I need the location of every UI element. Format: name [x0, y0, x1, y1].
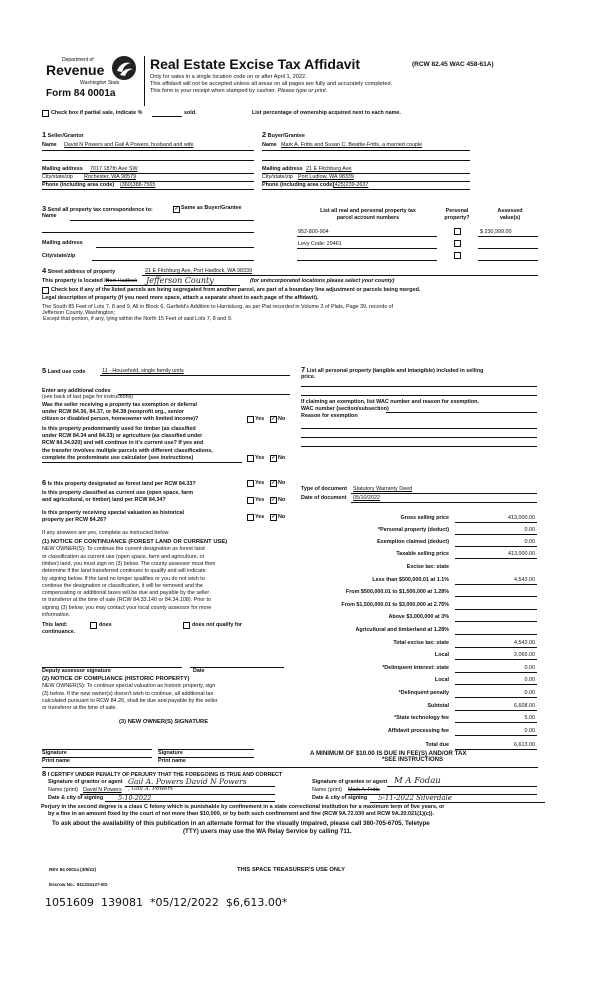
yes-label: Yes	[255, 514, 265, 520]
legal-description-1: The South 85 Feet of Lots 7, 8 and 9, All in Block 6, Garfield's Addition to Harrisburg, as per Plat recorded in Volume 2 of Plats, Page 39, records of	[42, 304, 394, 310]
tax-row-label: *Personal property (deduct)	[378, 527, 449, 533]
yes-label: Yes	[255, 455, 265, 461]
parcel-header: List all real and personal property tax parcel account numbers	[320, 208, 416, 221]
logo-dept: Department of	[62, 57, 94, 63]
section-number: 6	[42, 478, 47, 487]
buyer-mail-label: Mailing address	[262, 166, 303, 172]
question-text: Was the seller receiving a property tax exemption or deferral	[42, 402, 197, 408]
if-any-note: If any answers are yes, complete as instructed below.	[42, 530, 170, 536]
signature-label: Signature	[42, 750, 67, 756]
yes-checkbox[interactable]	[247, 416, 254, 423]
continuance-label: continuance.	[42, 629, 76, 635]
underline	[351, 502, 537, 503]
personal-property-label-2: price.	[301, 374, 316, 380]
tax-row-label: Excise tax: state	[406, 564, 449, 570]
partial-sale-checkbox[interactable]	[42, 110, 49, 117]
question-text: under RCW 84.34 and 84.33) or agriculture (as classified under	[42, 433, 203, 440]
notice-continuance-text: or classification as current use (open space, farm and agriculture, or	[42, 553, 205, 560]
legal-label: Legal description of property (if you need more space, attach a separate sheet to each page of the affidavit).	[42, 295, 319, 301]
s3-mail-field[interactable]	[96, 247, 254, 248]
tax-row-line	[455, 647, 537, 648]
tax-row-label: Total excise tax: state	[393, 639, 449, 646]
seller-city-label: City/state/zip	[42, 174, 73, 180]
tax-row-label: *Delinquent interest: state	[382, 664, 449, 671]
notice-compliance-text: or transferor at the time of sale.	[42, 705, 117, 712]
reason-line[interactable]	[301, 428, 537, 429]
tax-row-line	[455, 710, 537, 711]
print-name-label: Print name	[42, 758, 70, 764]
doc-type-label: Type of document	[301, 486, 348, 492]
same-as-buyer-checkbox[interactable]: ✓	[174, 206, 179, 212]
underline	[262, 150, 470, 151]
no-checkbox[interactable]: ✓	[271, 480, 276, 486]
underline	[478, 260, 538, 261]
legal-description-3: Except that portion, if any, lying within the North 15 Feet of said Lots 7, 8 and 9.	[43, 316, 233, 322]
subtitle-1: Only for sales in a single location code on or after April 1, 2022.	[150, 74, 307, 80]
no-label: No	[278, 480, 286, 486]
land-use-label: Land use code	[47, 369, 86, 375]
no-label: No	[278, 455, 286, 461]
buyer-name-line2[interactable]	[262, 160, 470, 161]
buyer-heading: Buyer/Grantee	[267, 133, 305, 139]
tax-row-line	[455, 558, 537, 559]
tax-row-value[interactable]: 413,000.00	[508, 551, 535, 557]
grantor-signature-label: Signature of grantor or agent	[48, 779, 123, 785]
grantee-name-label: Name (print)	[312, 787, 342, 793]
new-owner-signature-heading: (3) NEW OWNER(S) SIGNATURE	[119, 719, 209, 725]
revision-label: REV 84 0001a (3/8/22)	[49, 867, 96, 872]
s3-name-label: Name	[42, 213, 57, 219]
personal-property-line[interactable]	[301, 386, 537, 387]
tax-row-value[interactable]: 0.00	[524, 539, 535, 545]
question-text: Is this property receiving special valuation as historical	[42, 510, 185, 516]
header-divider	[144, 56, 145, 106]
signature-label: Signature	[158, 750, 183, 756]
rcw-reference: (RCW 82.45 WAC 458-61A)	[412, 61, 494, 68]
tax-row-label: *State technology fee	[394, 715, 449, 722]
tax-row-line	[455, 749, 537, 750]
swirl-icon	[111, 55, 137, 81]
notice-continuance-text: compensating or additional taxes will be due and payable by the seller	[42, 590, 210, 597]
notice-continuance-text: determine if the land transferred continues to qualify and will indicate	[42, 568, 206, 575]
located-label: This property is located in	[42, 278, 110, 284]
notice-continuance-text: by signing below. If the land no longer qualifies or you do not wish to	[42, 575, 205, 582]
section-number: 8	[42, 769, 47, 778]
question-text: complete the predominate use calculator (see instructions)	[42, 454, 194, 461]
alternate-format-2: (TTY) users may use the WA Relay Service by calling 711.	[183, 828, 352, 835]
no-checkbox[interactable]: ✓	[271, 514, 276, 520]
section-6-heading	[42, 479, 196, 488]
legal-description-2: Jefferson County, Washington;	[42, 310, 116, 316]
forest-land-question: Is this property designated as forest land per RCW 84.33?	[47, 481, 196, 487]
tax-row-value[interactable]: 4,543.00	[514, 576, 535, 583]
located-struck-value: Port-Hadlock	[106, 278, 138, 284]
tax-row-label: Local	[434, 652, 449, 659]
seller-mail[interactable]: 7017 187th Ave SW	[90, 166, 138, 172]
section-number: 7	[301, 365, 306, 374]
escrow-number: Escrow No.: 811315127-EG	[49, 882, 108, 887]
buyer-phone[interactable]: (425)239-2637	[333, 182, 369, 188]
tax-row-line	[455, 697, 537, 698]
notice-compliance-text: NEW OWNER(S): To continue special valuation as historic property, sign	[42, 683, 216, 690]
divider	[42, 767, 538, 768]
seller-city[interactable]: Rochester, WA 98579	[84, 174, 136, 180]
alternate-format-1: To ask about the availability of this publication in an alternate format for the visually impaired, please call 360-705-6705. Teletype	[52, 820, 430, 827]
personal-property-checkbox[interactable]	[454, 240, 461, 247]
notice-compliance-text: (2) NOTICE OF COMPLIANCE (HISTORIC PROPERTY)	[42, 676, 190, 682]
section-number: 2	[262, 130, 267, 139]
underline	[387, 786, 537, 787]
tax-row-value[interactable]: 0.00	[524, 690, 535, 696]
notice-compliance-text: calculated pursuant to RCW 84.26, shall be due and payable by the seller	[42, 697, 218, 704]
tax-row-line	[455, 546, 537, 547]
question-text: the transfer involves multiple parcels with different classifications,	[42, 447, 213, 454]
does-label: does	[99, 622, 112, 628]
tax-row-value[interactable]: 0.00	[524, 677, 535, 684]
tax-row-label: From $1,500,000.01 to $3,000,000 at 2.75%	[341, 601, 449, 608]
tax-row-line	[455, 584, 537, 585]
notice-continuance-text: information.	[42, 612, 71, 618]
form-number: Form 84 0001a	[46, 88, 116, 99]
additional-codes-label: Enter any additional codes	[42, 388, 111, 394]
see-instructions: *SEE INSTRUCTIONS	[382, 757, 444, 763]
grantor-name-handwritten: , Gail A. Powers	[128, 786, 173, 792]
tax-row-label: Total due	[425, 742, 449, 748]
tax-row-line	[455, 684, 537, 685]
partial-sale-label: Check box if partial sale, indicate %	[51, 110, 143, 116]
yes-label: Yes	[255, 416, 265, 422]
grantor-date-label: Date & city of signing	[48, 795, 104, 801]
wac-field[interactable]	[386, 412, 537, 413]
yes-checkbox[interactable]	[247, 455, 254, 462]
underline	[42, 189, 254, 190]
tax-row-value[interactable]: 4,543.00	[514, 639, 535, 646]
tax-row-label: Exemption claimed (deduct)	[377, 539, 449, 545]
street-address-label: Street address of property	[47, 269, 116, 275]
tax-row-label: Taxable selling price	[396, 551, 449, 557]
additional-codes-field[interactable]	[118, 394, 290, 395]
section-number: 5	[42, 366, 47, 375]
underline	[478, 248, 538, 249]
underline	[42, 173, 254, 174]
notice-compliance-text: (3) below. If the new owner(s) doesn't wish to continue, all additional tax	[42, 690, 214, 697]
segregate-checkbox[interactable]	[42, 287, 49, 294]
grantee-signature-label: Signature of grantee or agent	[312, 779, 388, 785]
buyer-mail[interactable]: 21 E Fitchburg Ave	[306, 166, 352, 172]
tax-row-label: Local	[434, 677, 449, 684]
exemption-label: If claiming an exemption, list WAC number and reason for exemption.	[301, 399, 479, 405]
seller-name[interactable]: David N Powers and Gail A Powers, husband and wife	[64, 142, 194, 148]
grantor-signature[interactable]: Gail A. Powers David N Powers	[128, 777, 247, 786]
no-label: No	[278, 514, 286, 520]
treasurer-label: THIS SPACE TREASURER'S USE ONLY	[237, 867, 345, 873]
seller-heading: Seller/Grantor	[47, 133, 84, 139]
question-text: RCW 84.34.020) and will continue in it's current use? If yes and	[42, 440, 204, 447]
tax-row-value[interactable]: 0.00	[524, 727, 535, 734]
seller-name-label: Name	[42, 142, 57, 148]
s3-mail-label: Mailing address	[42, 240, 83, 246]
does-not-label: does not qualify for	[192, 622, 243, 628]
tax-row-label: Subtotal	[427, 702, 449, 709]
buyer-name-label: Name	[262, 142, 277, 148]
buyer-phone-label: Phone (including area code)	[262, 182, 335, 188]
underline	[297, 236, 437, 237]
grantor-name-label: Name (print)	[48, 787, 78, 793]
deputy-label: Deputy assessor signature	[42, 668, 111, 674]
street-address[interactable]: 21 E Fitchburg Ave, Port Hadlock, WA 98339	[145, 268, 252, 274]
notice-continuance-text: (1) NOTICE OF CONTINUANCE (FOREST LAND OR CURRENT USE)	[42, 539, 228, 545]
land-use-code[interactable]: 11 - Household, single family units	[102, 368, 184, 374]
wac-label: WAC number (section/subsection)	[301, 406, 389, 412]
underline	[370, 802, 545, 803]
logo-revenue: Revenue	[46, 62, 105, 78]
perjury-notice-1: Perjury in the second degree is a class C felony which is punishable by confinement in a state correctional institution for a maximum term of five years, or	[41, 804, 445, 810]
seller-phone[interactable]: (360)388-7565	[120, 182, 156, 188]
s3-name-line2[interactable]	[42, 232, 254, 233]
tax-row-value[interactable]: 2,065.00	[514, 652, 535, 659]
notice-continuance-text: timber) land, you must sign on (3) below. The county assessor must then	[42, 560, 216, 567]
buyer-city-label: City/state/zip	[262, 174, 293, 180]
additional-codes-note: (see back of last page for instructions)	[42, 394, 134, 400]
tax-row-line	[455, 596, 537, 597]
doc-date-label: Date of document	[301, 495, 347, 501]
this-land-label: This land:	[42, 622, 68, 628]
tax-row-line	[455, 534, 537, 535]
tax-row-value[interactable]: 5.00	[524, 715, 535, 722]
subtitle-3: This form is your receipt when stamped by cashier. Please type or print.	[150, 88, 328, 94]
yes-checkbox[interactable]	[247, 497, 254, 504]
seller-phone-label: Phone (including area code)	[42, 182, 115, 188]
doc-type[interactable]: Statutory Warranty Deed	[353, 486, 413, 492]
notice-continuance-text: or transferor at the time of sale (RCW 84.33.140 or 84.34.108). Prior to	[42, 597, 211, 604]
tax-row-line	[455, 659, 537, 660]
tax-row-line	[455, 722, 537, 723]
no-label: No	[278, 497, 286, 503]
ownership-note: List percentage of ownership acquired next to each name.	[252, 110, 401, 116]
segregate-label: Check box if any of the listed parcels are being segregated from another parcel, are part of a boundary line adjustment or parcels being merged.	[51, 287, 421, 293]
section-number: 4	[42, 266, 47, 275]
s3-city-label: City/state/zip	[42, 253, 76, 259]
tax-row-value[interactable]: 0.00	[524, 527, 535, 533]
partial-percent-field[interactable]	[152, 116, 182, 117]
underline	[262, 173, 470, 174]
section-number: 1	[42, 130, 47, 139]
grantee-signature[interactable]: M A Fodau	[394, 776, 441, 786]
located-note: (for unincorporated locations please select your county)	[250, 278, 395, 284]
subtitle-2: This affidavit will not be accepted unless all areas on all pages are fully and accurately completed.	[150, 81, 393, 87]
page-title: Real Estate Excise Tax Affidavit	[150, 56, 361, 72]
s3-name-field[interactable]	[70, 220, 254, 221]
underline	[100, 375, 290, 376]
notice-continuance-text: signing (3) below, you may contact your local county assessor for more	[42, 604, 212, 611]
perjury-notice-2: by a fine in an amount fixed by the court of not more than $10,000, or by both such confinement and fine (RCW 9A.72.030 and RCW 9A.20.021(1)(c)).	[48, 811, 434, 817]
yes-label: Yes	[255, 480, 265, 486]
underline	[351, 493, 537, 494]
tax-row-value[interactable]: 6,608.00	[514, 702, 535, 709]
reason-label: Reason for exemption	[301, 413, 358, 419]
underline	[42, 462, 242, 463]
no-label: No	[278, 416, 286, 422]
underline	[104, 285, 240, 286]
tax-row-line	[455, 735, 537, 736]
tax-row-line	[455, 609, 537, 610]
tax-row-line	[455, 621, 537, 622]
reason-line[interactable]	[301, 446, 537, 447]
tax-correspondence-label: Send all property tax correspondence to:	[47, 207, 153, 213]
parcel-number[interactable]: 952-800-904	[298, 229, 329, 235]
grantee-date[interactable]: 5-11-2022 Silverdale	[378, 794, 452, 802]
tax-row-value[interactable]: 0.00	[524, 664, 535, 671]
underline	[297, 248, 437, 249]
same-as-buyer-label: Same as Buyer/Grantee	[181, 205, 242, 211]
question-text: citizen or disabled person, homeowner with limited income)?	[42, 416, 199, 422]
tax-row-label: From $500,000.01 to $1,500,000 at 1.28%	[345, 589, 449, 596]
question-text: under RCW 84.36, 84.37, or 84.38 (nonprofit org., senior	[42, 409, 184, 415]
cashier-stamp: 1051609 139081 *05/12/2022 $6,613.00*	[45, 896, 288, 909]
assessed-header: Assessed value(s)	[497, 208, 523, 221]
assessed-value[interactable]: $ 230,999.00	[480, 229, 512, 235]
notice-continuance-text: NEW OWNER(S): To continue the current designation as forest land	[42, 546, 205, 553]
tax-row-label: Above $3,000,000 at 3%	[388, 614, 449, 621]
tax-row-value[interactable]: 413,000.00	[508, 515, 535, 521]
tax-row-label: Gross selling price	[400, 515, 449, 521]
grantor-name[interactable]: David N Powers	[83, 787, 122, 793]
tax-row-line	[455, 522, 537, 523]
located-handwritten-county: Jefferson County	[146, 276, 214, 285]
tax-row-line	[455, 672, 537, 673]
tax-row-label: Agricultural and timberland at 1.28%	[355, 627, 449, 633]
grantee-name[interactable]: Mark A. Fritts	[348, 787, 380, 793]
question-text: and agricultural, or timber) land per RCW 84.34?	[42, 497, 166, 503]
underline	[297, 260, 437, 261]
personal-header: Personal property?	[444, 208, 470, 221]
deputy-date-label: Date	[193, 668, 205, 674]
underline	[478, 236, 538, 237]
no-checkbox[interactable]: ✓	[271, 497, 276, 503]
question-text: property per RCW 84.26?	[42, 517, 107, 523]
reason-line[interactable]	[301, 437, 537, 438]
section-number: 3	[42, 204, 47, 213]
personal-property-line[interactable]	[301, 395, 537, 396]
partial-sold-label: sold.	[184, 110, 197, 116]
buyer-name[interactable]: Mark A. Fritts and Susan C. Beattie-Fritts, a married couple	[281, 142, 423, 148]
buyer-city[interactable]: Port Ludlow, WA 98339	[298, 174, 354, 180]
tax-row-label: Affidavit processing fee	[387, 727, 449, 734]
does-not-qualify-checkbox[interactable]	[183, 622, 190, 629]
minimum-notice: A MINIMUM OF $10.00 IS DUE IN FEE(S) AND/OR TAX	[310, 750, 467, 757]
doc-date[interactable]: 05/10/2022	[353, 495, 380, 501]
underline	[42, 150, 254, 151]
personal-property-label: List all personal property (tangible and intangible) included in selling	[306, 368, 484, 374]
no-checkbox[interactable]: ✓	[271, 416, 276, 422]
yes-checkbox[interactable]	[247, 480, 254, 487]
tax-row-line	[455, 634, 537, 635]
tax-row-value[interactable]: 6,613.00	[514, 742, 535, 748]
no-checkbox[interactable]: ✓	[271, 455, 276, 461]
tax-row-label: *Delinquent penalty	[398, 690, 449, 696]
s3-city-field[interactable]	[92, 260, 254, 261]
underline	[80, 794, 275, 795]
question-text: Is this property classified as current use (open space, farm	[42, 490, 193, 496]
tax-row-label: Less than $500,000.01 at 1.1%	[372, 576, 449, 583]
print-name-label: Print name	[158, 758, 186, 764]
seller-name-line2[interactable]	[42, 160, 254, 161]
yes-label: Yes	[255, 497, 265, 503]
notice-continuance-text: continue the designation or classification, it will be removed and the	[42, 582, 203, 589]
underline	[105, 801, 275, 802]
grantee-date-label: Date & city of signing	[312, 795, 368, 801]
parcel-number[interactable]: Levy Code: 29461	[298, 241, 342, 247]
grantor-date[interactable]: 5-10-2022	[118, 794, 152, 802]
seller-mail-label: Mailing address	[42, 166, 83, 172]
does-qualify-checkbox[interactable]	[90, 622, 97, 629]
question-text: Is this property predominantly used for timber (as classified	[42, 426, 196, 432]
logo-state: Washington State	[80, 80, 120, 86]
certify-statement: I CERTIFY UNDER PENALTY OF PERJURY THAT THE FOREGOING IS TRUE AND CORRECT	[47, 772, 283, 778]
underline	[262, 189, 470, 190]
personal-property-checkbox[interactable]	[454, 252, 461, 259]
personal-property-checkbox[interactable]	[454, 228, 461, 235]
